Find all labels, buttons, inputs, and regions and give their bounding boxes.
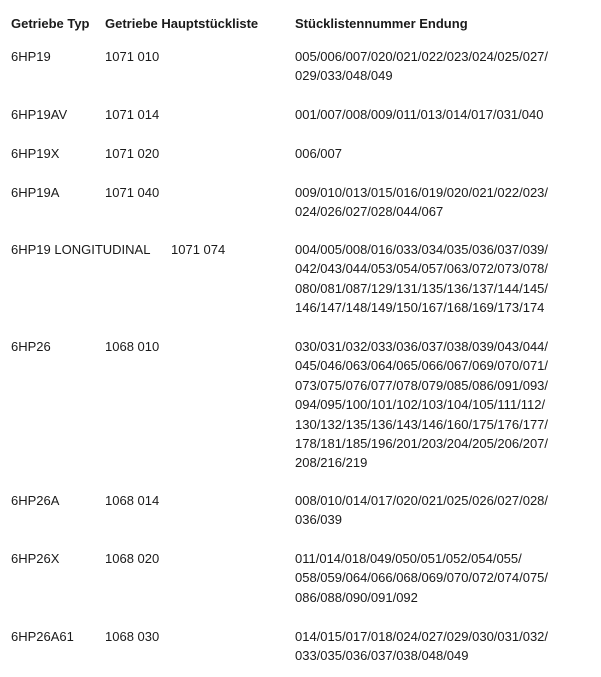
stuecklistennummer-endung-cell (295, 240, 548, 318)
hauptstueckliste-cell: 1071 040 (105, 185, 160, 200)
suffix-line: 014/015/017/018/024/027/029/030/031/032/ (295, 629, 549, 644)
getriebe-typ-cell: 6HP26A (11, 493, 60, 508)
stuecklistennummer-endung-cell (295, 549, 548, 607)
suffix-line: 073/075/076/077/078/079/085/086/091/093/ (295, 377, 549, 393)
suffix-line: 005/006/007/020/021/022/023/024/025/027/ (295, 49, 549, 64)
hauptstueckliste-cell: 1068 010 (105, 339, 160, 354)
stuecklistennummer-endung-cell (295, 144, 342, 163)
suffix-line: 029/033/048/049 (295, 68, 393, 84)
stuecklistennummer-endung-cell (295, 337, 548, 473)
suffix-line: 009/010/013/015/016/019/020/021/022/023/ (295, 185, 549, 200)
suffix-line: 042/043/044/053/054/057/063/072/073/078/ (295, 261, 549, 277)
getriebe-typ-cell: 6HP19X (11, 146, 60, 161)
hauptstueckliste-cell: 1071 074 (171, 242, 226, 257)
suffix-line: 058/059/064/066/068/069/070/072/074/075/ (295, 570, 549, 586)
stuecklistennummer-endung-cell (295, 627, 548, 666)
hauptstueckliste-cell: 1068 014 (105, 493, 160, 508)
stuecklistennummer-endung-cell (295, 183, 548, 222)
getriebe-typ-cell: 6HP26A61 (11, 629, 74, 644)
getriebe-typ-cell: 6HP19A (11, 185, 60, 200)
getriebe-typ-cell: 6HP26X (11, 551, 60, 566)
suffix-line: 178/181/185/196/201/203/204/205/206/207/ (295, 436, 549, 452)
hauptstueckliste-cell: 1071 020 (105, 146, 160, 161)
suffix-line: 030/031/032/033/036/037/038/039/043/044/ (295, 339, 549, 354)
suffix-line: 024/026/027/028/044/067 (295, 204, 444, 220)
stuecklistennummer-endung-cell (295, 47, 548, 86)
hauptstueckliste-cell: 1068 030 (105, 629, 160, 644)
stuecklistennummer-endung-cell (295, 105, 543, 124)
header-hauptstueckliste: Getriebe Hauptstückliste (105, 16, 259, 31)
header-getriebe-typ: Getriebe Typ (11, 16, 90, 31)
suffix-line: 033/035/036/037/038/048/049 (295, 648, 469, 664)
suffix-line: 086/088/090/091/092 (295, 589, 418, 605)
suffix-line: 146/147/148/149/150/167/168/169/173/174 (295, 300, 545, 316)
hauptstueckliste-cell: 1071 014 (105, 107, 160, 122)
suffix-line: 094/095/100/101/102/103/104/105/111/112/ (295, 397, 546, 413)
suffix-line: 036/039 (295, 512, 342, 528)
suffix-line: 080/081/087/129/131/135/136/137/144/145/ (295, 280, 549, 296)
getriebe-typ-cell: 6HP19 (11, 49, 51, 64)
suffix-line: 045/046/063/064/065/066/067/069/070/071/ (295, 358, 549, 374)
suffix-line: 006/007 (295, 146, 342, 161)
hauptstueckliste-cell: 1068 020 (105, 551, 160, 566)
getriebe-typ-cell: 6HP26 (11, 339, 51, 354)
suffix-line: 008/010/014/017/020/021/025/026/027/028/ (295, 493, 549, 508)
suffix-line: 001/007/008/009/011/013/014/017/031/040 (295, 107, 544, 122)
suffix-line: 208/216/219 (295, 455, 368, 471)
suffix-line: 130/132/135/136/143/146/160/175/176/177/ (295, 416, 549, 432)
getriebe-typ-cell: 6HP19 LONGITUDINAL (11, 242, 151, 257)
suffix-line: 011/014/018/049/050/051/052/054/055/ (295, 551, 522, 566)
suffix-line: 004/005/008/016/033/034/035/036/037/039/ (295, 242, 549, 257)
header-stuecklistennummer-endung: Stücklistennummer Endung (295, 16, 468, 31)
getriebe-typ-cell: 6HP19AV (11, 107, 68, 122)
hauptstueckliste-cell: 1071 010 (105, 49, 160, 64)
stuecklistennummer-endung-cell (295, 491, 548, 530)
